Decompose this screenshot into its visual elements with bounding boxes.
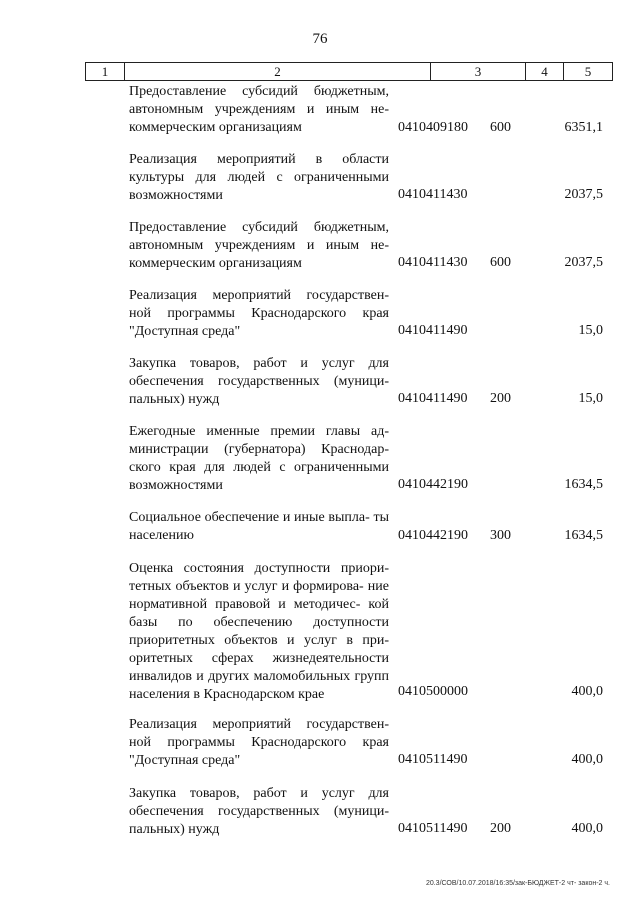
header-col-2: 2	[125, 63, 431, 80]
row-description: Ежегодные именные премии главы ад- министрации (губернатора) Краснодар- ского края для людей с ограниченными возможностями	[129, 424, 389, 493]
header-col-3: 3	[431, 63, 526, 80]
row-amount: 6351,1	[564, 120, 603, 135]
row-amount: 400,0	[571, 684, 603, 699]
row-amount: 15,0	[578, 391, 603, 406]
footer-document-code: 20.3/СОВ/10.07.2018/16:35/зак-БЮДЖЕТ-2 чт- закон-2 ч.	[425, 880, 610, 887]
table-header	[85, 62, 613, 81]
row-amount: 1634,5	[564, 528, 603, 543]
row-description: Социальное обеспечение и иные выпла- ты населению	[129, 510, 389, 543]
row-vr: 200	[490, 821, 511, 836]
row-amount: 2037,5	[564, 187, 603, 202]
row-code: 0410442190	[398, 477, 468, 492]
header-col-4: 4	[526, 63, 564, 80]
row-vr: 600	[490, 255, 511, 270]
row-description: Реализация мероприятий государствен- ной программы Краснодарского края "Доступная среда"	[129, 717, 389, 768]
row-code: 0410411430	[398, 187, 468, 202]
row-vr: 200	[490, 391, 511, 406]
row-amount: 2037,5	[564, 255, 603, 270]
row-amount: 1634,5	[564, 477, 603, 492]
row-code: 0410411430	[398, 255, 468, 270]
row-description: Предоставление субсидий бюджетным, автономным учреждениям и иным не- коммерческим организациям	[129, 220, 389, 271]
row-description: Реализация мероприятий государствен- ной программы Краснодарского края "Доступная среда"	[129, 288, 389, 339]
row-vr: 600	[490, 120, 511, 135]
row-amount: 400,0	[571, 752, 603, 767]
row-description: Реализация мероприятий в области культуры для людей с ограниченными возможностями	[129, 152, 389, 203]
row-amount: 400,0	[571, 821, 603, 836]
row-amount: 15,0	[578, 323, 603, 338]
row-code: 0410511490	[398, 821, 468, 836]
row-vr: 300	[490, 528, 511, 543]
row-code: 0410411490	[398, 323, 468, 338]
header-col-5: 5	[584, 64, 592, 79]
row-code: 0410442190	[398, 528, 468, 543]
row-code: 0410500000	[398, 684, 468, 699]
row-code: 0410409180	[398, 120, 468, 135]
row-code: 0410511490	[398, 752, 468, 767]
row-code: 0410411490	[398, 391, 468, 406]
row-description: Закупка товаров, работ и услуг для обеспечения государственных (муници- пальных) нужд	[129, 786, 389, 837]
row-description: Закупка товаров, работ и услуг для обеспечения государственных (муници- пальных) нужд	[129, 356, 389, 407]
page-number: 76	[312, 31, 328, 47]
header-col-1: 1	[86, 63, 125, 80]
row-description: Оценка состояния доступности приори- тетных объектов и услуг и формирова- ние нормативной правовой и методичес- кой базы по обеспечению доступности приоритетных объектов и услуг в при- оритетных сферах жизнедеятельности инвалидов и других маломобильных групп населения в Краснодарском крае	[129, 561, 389, 702]
row-description: Предоставление субсидий бюджетным, автономным учреждениям и иным не- коммерческим организациям	[129, 84, 389, 135]
